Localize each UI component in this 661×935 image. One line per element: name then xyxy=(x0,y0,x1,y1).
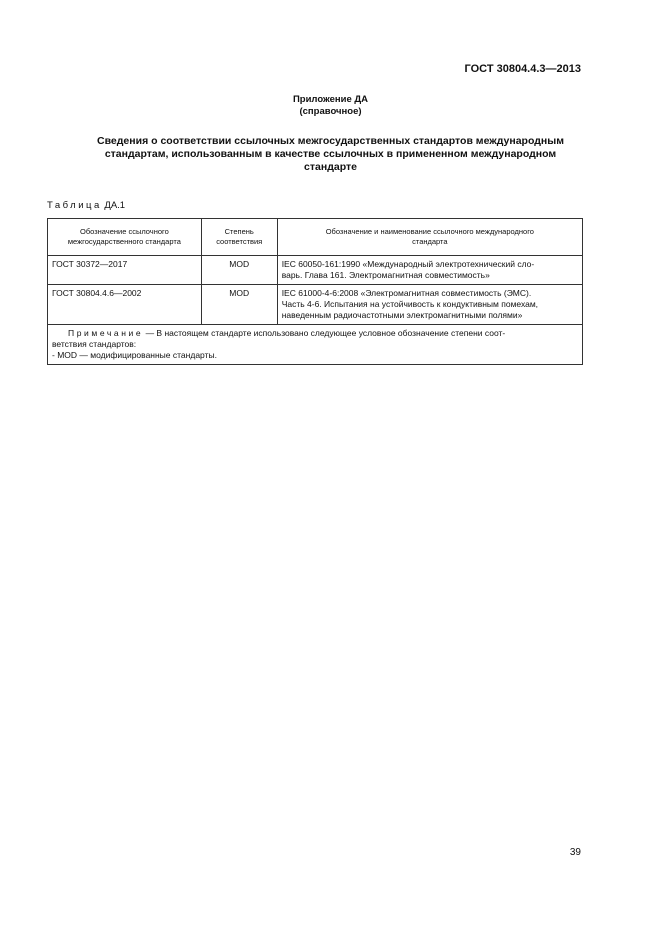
table-caption xyxy=(47,200,125,211)
cell-standard: ГОСТ 30804.4.6—2002 xyxy=(48,285,202,325)
annex-heading-line: Сведения о соответствии ссылочных межгосударственных стандартов международным xyxy=(97,135,564,147)
note-label: Примечание xyxy=(68,328,144,338)
cell-international: IEC 60050-161:1990 «Международный электротехнический сло- варь. Глава 161. Электромагнитная совместимость» xyxy=(277,256,582,285)
cell-degree: MOD xyxy=(201,285,277,325)
column-header-standard: Обозначение ссылочного межгосударственного стандарта xyxy=(48,219,202,256)
document-code: ГОСТ 30804.4.3—2013 xyxy=(464,63,581,75)
annex-label xyxy=(0,94,661,118)
column-header-international: Обозначение и наименование ссылочного международного стандарта xyxy=(277,219,582,256)
column-header-degree: Степень соответствия xyxy=(201,219,277,256)
table-note-row xyxy=(48,325,583,365)
cell-degree: MOD xyxy=(201,256,277,285)
annex-status: (справочное) xyxy=(299,106,362,117)
table-row xyxy=(48,256,583,285)
cell-international: IEC 61000-4-6:2008 «Электромагнитная совместимость (ЭМС). Часть 4-6. Испытания на устойчивость к кондуктивным помехам, наведенным радиочастотными электромагнитными полями» xyxy=(277,285,582,325)
table-note xyxy=(48,325,583,365)
annex-heading-line: стандарте xyxy=(304,161,357,173)
note-text: - MOD — модифицированные стандарты. xyxy=(52,350,217,360)
note-text: ветствия стандартов: xyxy=(52,339,137,349)
page-number: 39 xyxy=(569,847,581,858)
annex-heading-line: стандартам, использованным в качестве ссылочных в примененном международном xyxy=(104,148,557,160)
annex-title: Приложение ДА xyxy=(292,94,369,105)
table-caption-id: ДА.1 xyxy=(104,200,126,211)
table-row xyxy=(48,285,583,325)
table-caption-word: Таблица xyxy=(47,200,102,211)
note-text: — В настоящем стандарте использовано следующее условное обозначение степени соот- xyxy=(143,328,506,338)
annex-heading xyxy=(60,135,601,174)
table-header-row xyxy=(48,219,583,256)
cell-standard: ГОСТ 30372—2017 xyxy=(48,256,202,285)
reference-standards-table xyxy=(47,218,583,365)
